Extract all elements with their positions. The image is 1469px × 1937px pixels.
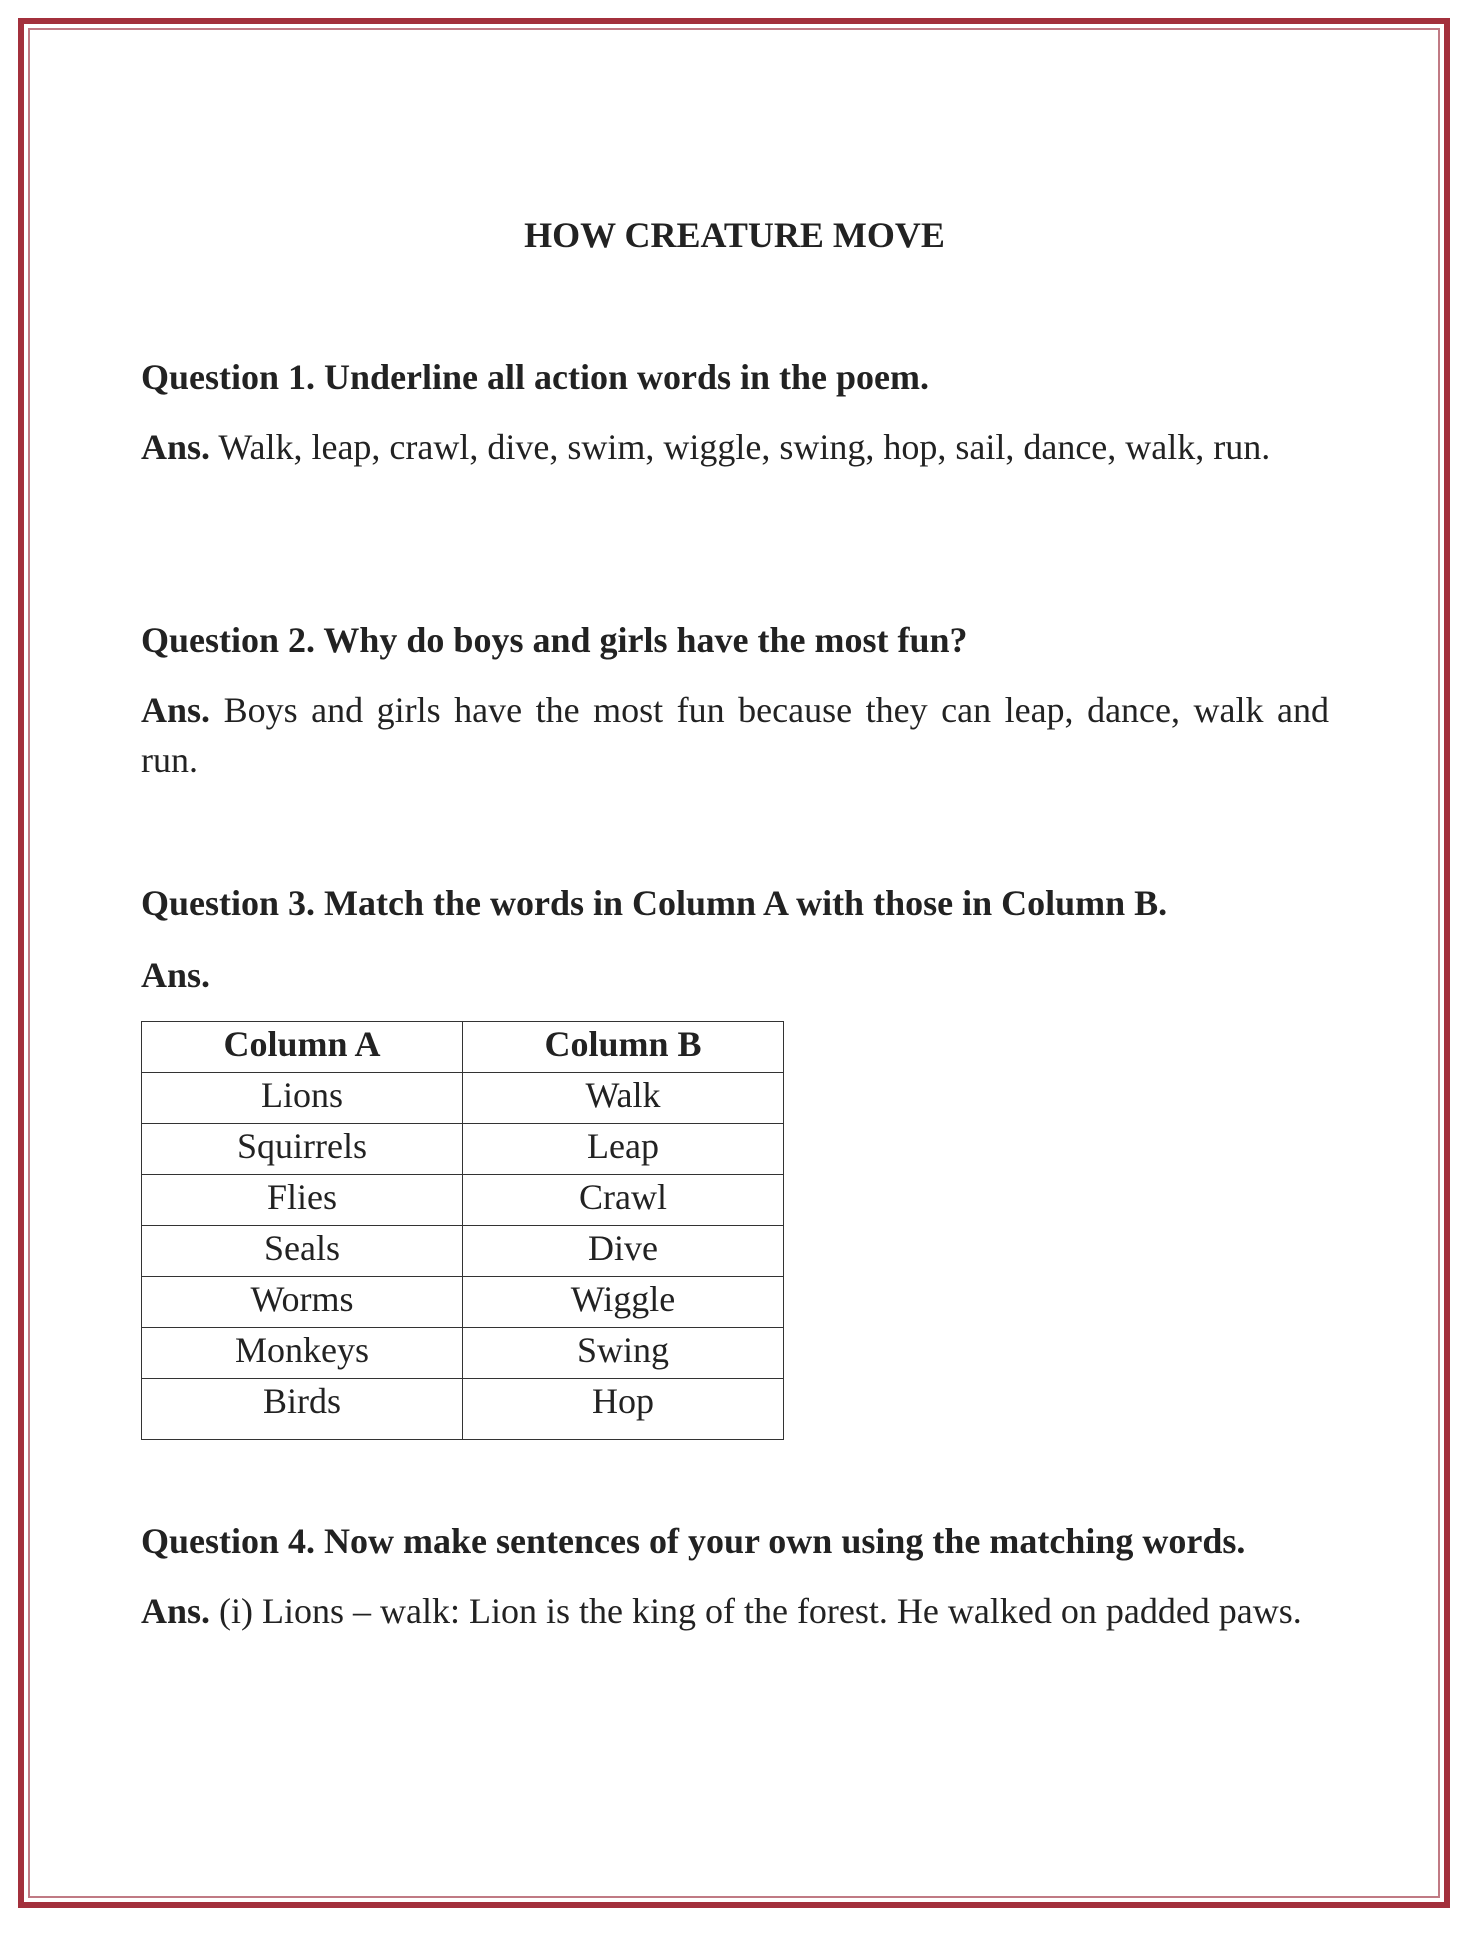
answer-1-text: Walk, leap, crawl, dive, swim, wiggle, swing, hop, sail, dance, walk, run. [218, 427, 1271, 467]
table-row [142, 1226, 784, 1277]
answer-1 [141, 422, 1329, 472]
column-a-header: Column A [142, 1022, 463, 1073]
matching-table [141, 1021, 784, 1440]
page-title: HOW CREATURE MOVE [524, 215, 945, 255]
question-3 [141, 878, 1329, 1000]
question-2 [141, 615, 1329, 785]
table-row [142, 1328, 784, 1379]
answer-2 [141, 685, 1329, 785]
column-b-cell: Dive [463, 1226, 784, 1277]
answer-2-text: Boys and girls have the most fun because they can leap, dance, walk and run. [141, 690, 1330, 780]
table-row [142, 1379, 784, 1440]
column-a-cell: Squirrels [142, 1124, 463, 1175]
answer-4 [141, 1586, 1329, 1636]
answer-4-text: (i) Lions – walk: Lion is the king of the forest. He walked on padded paws. [219, 1591, 1302, 1631]
table-row [142, 1073, 784, 1124]
column-a-cell: Flies [142, 1175, 463, 1226]
question-4-text: Question 4. Now make sentences of your own using the matching words. [141, 1521, 1246, 1561]
column-b-cell: Crawl [463, 1175, 784, 1226]
column-b-cell: Walk [463, 1073, 784, 1124]
question-3-text: Question 3. Match the words in Column A with those in Column B. [141, 883, 1168, 923]
table-row [142, 1277, 784, 1328]
question-2-text: Question 2. Why do boys and girls have the most fun? [141, 620, 968, 660]
answer-3 [141, 950, 1329, 1000]
table-row [142, 1124, 784, 1175]
column-a-cell: Monkeys [142, 1328, 463, 1379]
column-b-header: Column B [463, 1022, 784, 1073]
column-a-cell: Seals [142, 1226, 463, 1277]
column-b-cell: Swing [463, 1328, 784, 1379]
column-b-cell: Hop [463, 1379, 784, 1440]
table-row [142, 1175, 784, 1226]
question-1 [141, 352, 1329, 472]
question-4 [141, 1516, 1329, 1636]
column-a-cell: Birds [142, 1379, 463, 1440]
ans-label: Ans. [141, 690, 211, 730]
column-a-cell: Worms [142, 1277, 463, 1328]
question-1-text: Question 1. Underline all action words in the poem. [141, 357, 930, 397]
ans-label: Ans. [141, 955, 211, 995]
ans-label: Ans. [141, 427, 211, 467]
table-header-row [142, 1022, 784, 1073]
ans-label: Ans. [141, 1591, 211, 1631]
column-b-cell: Leap [463, 1124, 784, 1175]
column-b-cell: Wiggle [463, 1277, 784, 1328]
column-a-cell: Lions [142, 1073, 463, 1124]
